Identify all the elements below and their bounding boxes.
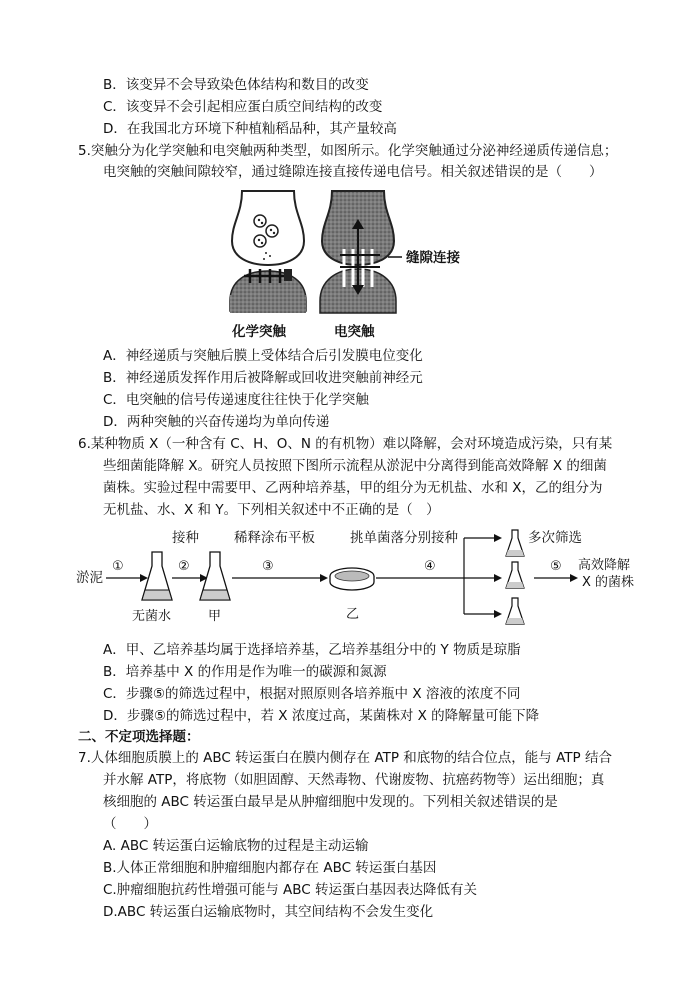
q5-stem-line-1: 5.突触分为化学突触和电突触两种类型，如图所示。化学突触通过分泌神经递质传递信息； [78,143,618,159]
flow-step-3: ③ [262,559,274,574]
q7-stem-line-4: （ ） [103,816,157,832]
q6-option-d: D．步骤⑤的筛选过程中，若 X 浓度过高，某菌株对 X 的降解量可能下降 [103,708,540,724]
flow-inoculate-label: 接种 [172,530,199,546]
synapse-figure [220,183,510,345]
isolation-flowchart [72,522,652,642]
flow-step-4: ④ [424,559,436,574]
section-2-heading: 二、不定项选择题： [78,729,200,745]
q6-stem-line-2: 些细菌能降解 X。研究人员按照下图所示流程从淤泥中分离得到能高效降解 X 的细菌 [103,458,607,474]
flow-step-2: ② [178,559,190,574]
q6-option-c: C．步骤⑤的筛选过程中，根据对照原则各培养瓶中 X 溶液的浓度不同 [103,686,521,702]
q5-option-d: D．两种突触的兴奋传递均为单向传递 [103,414,330,430]
medium-jia-label: 甲 [208,609,222,624]
sterile-water-label: 无菌水 [132,609,172,624]
q6-option-b: B．培养基中 X 的作用是作为唯一的碳源和氮源 [103,664,387,680]
q5-option-a: A．神经递质与突触后膜上受体结合后引发膜电位变化 [103,348,423,364]
flow-pick-label: 挑单菌落分别接种 [350,530,458,546]
elec-synapse-label: 电突触 [334,324,375,340]
q7-option-b: B.人体正常细胞和肿瘤细胞内都存在 ABC 转运蛋白基因 [103,860,437,876]
q6-stem-line-3: 菌株。实验过程中需要甲、乙两种培养基，甲的组分为无机盐、水和 X，乙的组分为 [103,480,603,496]
q6-option-a: A．甲、乙培养基均属于选择培养基，乙培养基组分中的 Y 物质是琼脂 [103,642,521,658]
q6-stem-line-4: 无机盐、水、X 和 Y。下列相关叙述中不正确的是（ ） [103,502,440,518]
q5-option-c: C．电突触的信号传递速度往往快于化学突触 [103,392,369,408]
flow-result-line-2: X 的菌株 [582,575,635,590]
q6-stem-line-1: 6.某种物质 X（一种含有 C、H、O、N 的有机物）难以降解，会对环境造成污染，只有某 [78,436,613,452]
flow-dilute-label: 稀释涂布平板 [234,530,315,546]
chem-vesicle [254,215,266,227]
gap-junction-label: 缝隙连接 [406,250,460,266]
q4-option-b: B．该变异不会导致染色体结构和数目的改变 [103,77,369,93]
q4-option-d: D．在我国北方环境下种植籼稻品种，其产量较高 [103,121,397,137]
q5-option-b: B．神经递质发挥作用后被降解或回收进突触前神经元 [103,370,423,386]
q7-stem-line-3: 核细胞的 ABC 转运蛋白最早是从肿瘤细胞中发现的。下列相关叙述错误的是 [103,794,558,810]
flow-mud-label: 淤泥 [76,570,103,586]
flow-multi-screen-label: 多次筛选 [528,530,582,546]
flow-step-5: ⑤ [550,559,562,574]
q7-option-c: C.肿瘤细胞抗药性增强可能与 ABC 转运蛋白基因表达降低有关 [103,882,477,898]
q7-stem-line-2: 并水解 ATP，将底物（如胆固醇、天然毒物、代谢废物、抗癌药物等）运出细胞；真 [103,772,605,788]
chem-vesicle [254,235,266,247]
q5-stem-line-2: 电突触的突触间隙较窄，通过缝隙连接直接传递电信号。相关叙述错误的是（ ） [103,164,603,180]
flow-step-1: ① [112,559,124,574]
flow-result-line-1: 高效降解 [578,558,631,573]
petri-dish-icon [330,568,374,590]
q7-option-d: D.ABC 转运蛋白运输底物时，其空间结构不会发生变化 [103,904,434,920]
q7-option-a: A. ABC 转运蛋白运输底物的过程是主动运输 [103,838,369,854]
medium-yi-label: 乙 [346,607,360,622]
q4-option-c: C．该变异不会引起相应蛋白质空间结构的改变 [103,99,383,115]
chem-vesicle [266,225,278,237]
q7-stem-line-1: 7.人体细胞质膜上的 ABC 转运蛋白在膜内侧存在 ATP 和底物的结合位点，能与 ATP 结合 [78,750,612,766]
chem-synapse-label: 化学突触 [232,324,286,340]
